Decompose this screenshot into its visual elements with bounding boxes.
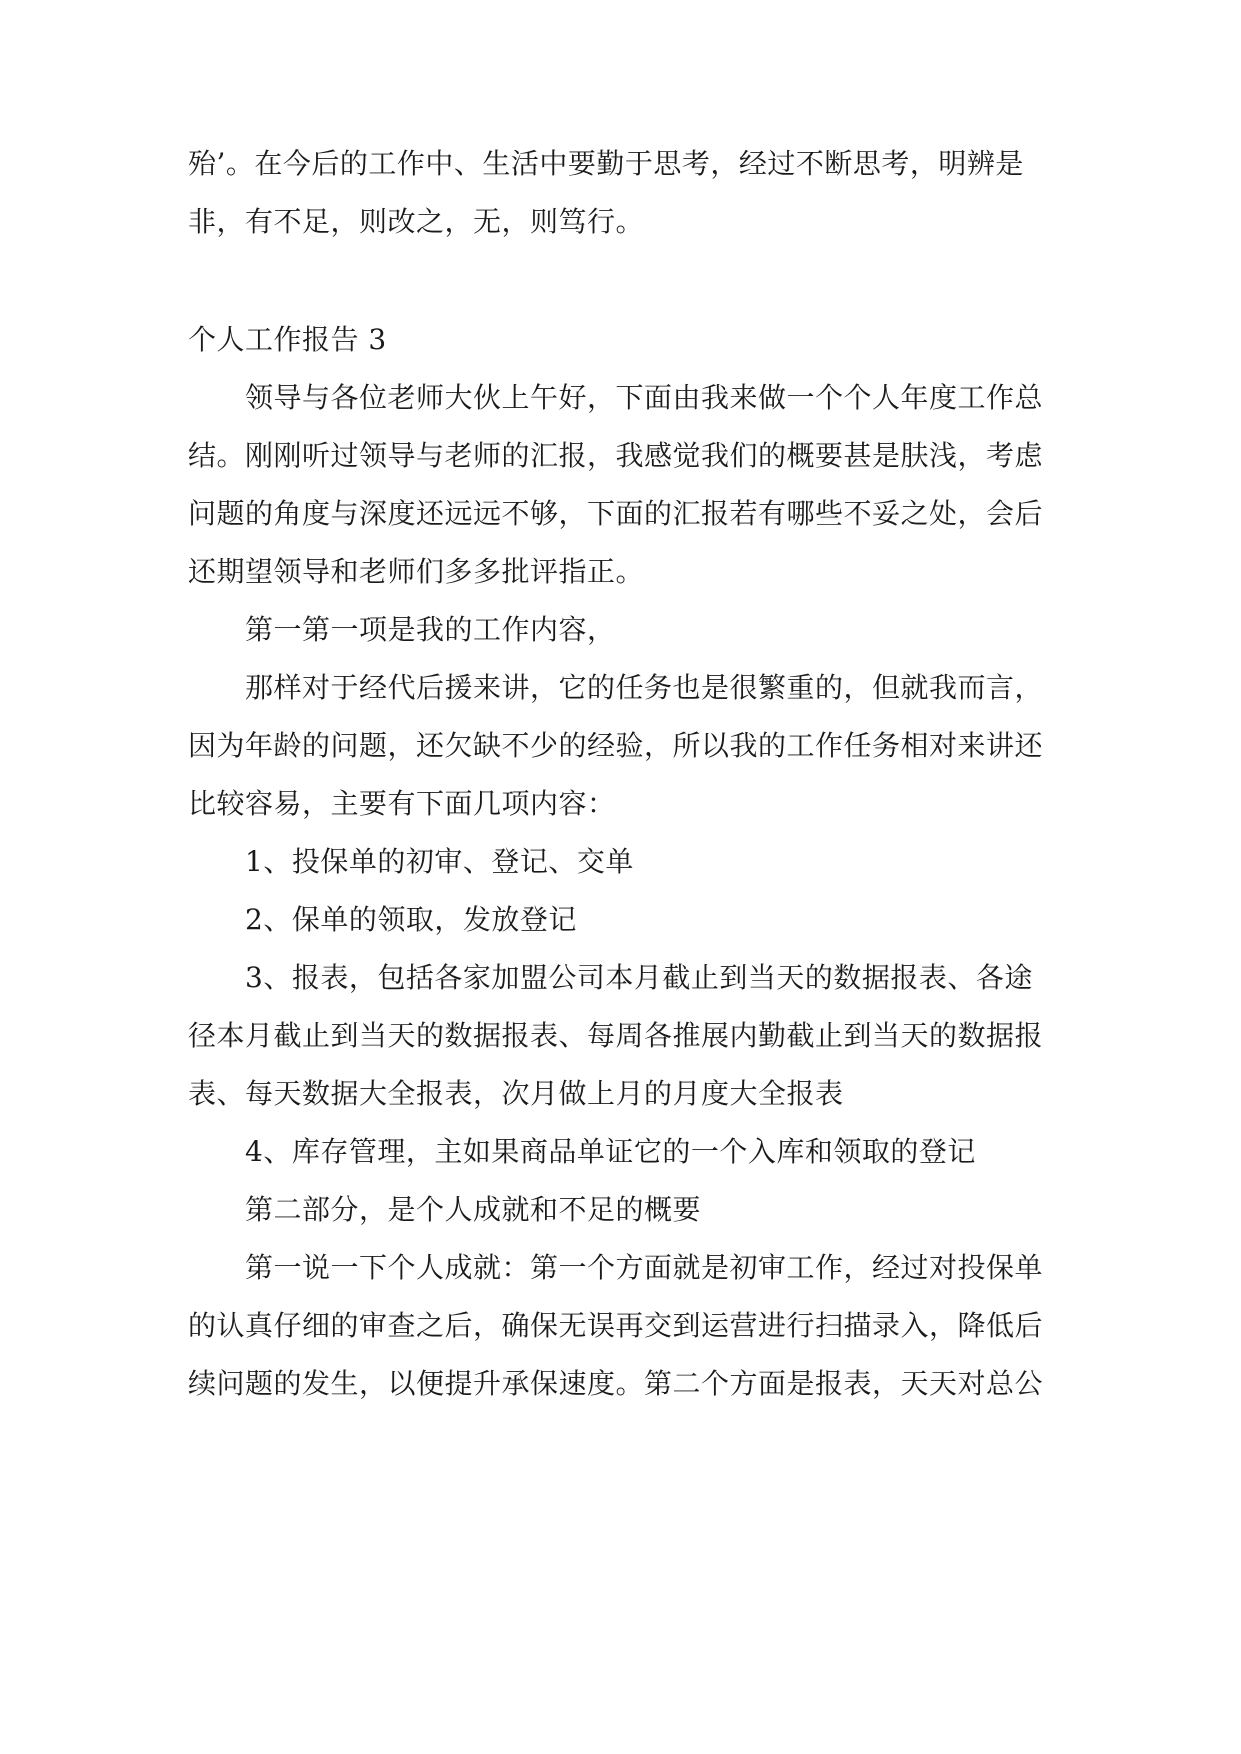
text-line: 非，有不足，则改之，无，则笃行。 [188, 205, 645, 238]
text-line: 殆’。在今后的工作中、生活中要勤于思考，经过不断思考，明辨是 [188, 147, 1024, 180]
text-line: 还期望领导和老师们多多批评指正。 [188, 555, 645, 588]
text-line: 问题的角度与深度还远远不够，下面的汇报若有哪些不妥之处，会后 [188, 497, 1044, 530]
text-line: 径本月截止到当天的数据报表、每周各推展内勤截止到当天的数据报 [188, 1019, 1044, 1052]
text-line: 续问题的发生，以便提升承保速度。第二个方面是报表，天天对总公 [188, 1367, 1044, 1400]
list-item: 2、保单的领取，发放登记 [245, 903, 577, 936]
list-item: 4、库存管理，主如果商品单证它的一个入库和领取的登记 [245, 1135, 976, 1168]
document-page [188, 0, 1068, 1754]
text-line: 第二部分，是个人成就和不足的概要 [245, 1193, 702, 1226]
list-item: 1、投保单的初审、登记、交单 [245, 845, 634, 878]
list-item: 3、报表，包括各家加盟公司本月截止到当天的数据报表、各途 [245, 961, 1033, 994]
text-line: 第一第一项是我的工作内容， [245, 613, 616, 646]
text-line: 那样对于经代后援来讲，它的任务也是很繁重的，但就我而言， [245, 671, 1044, 704]
section-heading: 个人工作报告 3 [188, 323, 387, 356]
text-line: 比较容易，主要有下面几项内容： [188, 787, 616, 820]
text-line: 的认真仔细的审查之后，确保无误再交到运营进行扫描录入，降低后 [188, 1309, 1044, 1342]
text-line: 表、每天数据大全报表，次月做上月的月度大全报表 [188, 1077, 844, 1110]
text-line: 领导与各位老师大伙上午好，下面由我来做一个个人年度工作总 [245, 381, 1044, 414]
text-line: 第一说一下个人成就：第一个方面就是初审工作，经过对投保单 [245, 1251, 1044, 1284]
text-line: 结。刚刚听过领导与老师的汇报，我感觉我们的概要甚是肤浅，考虑 [188, 439, 1044, 472]
text-line: 因为年龄的问题，还欠缺不少的经验，所以我的工作任务相对来讲还 [188, 729, 1044, 762]
